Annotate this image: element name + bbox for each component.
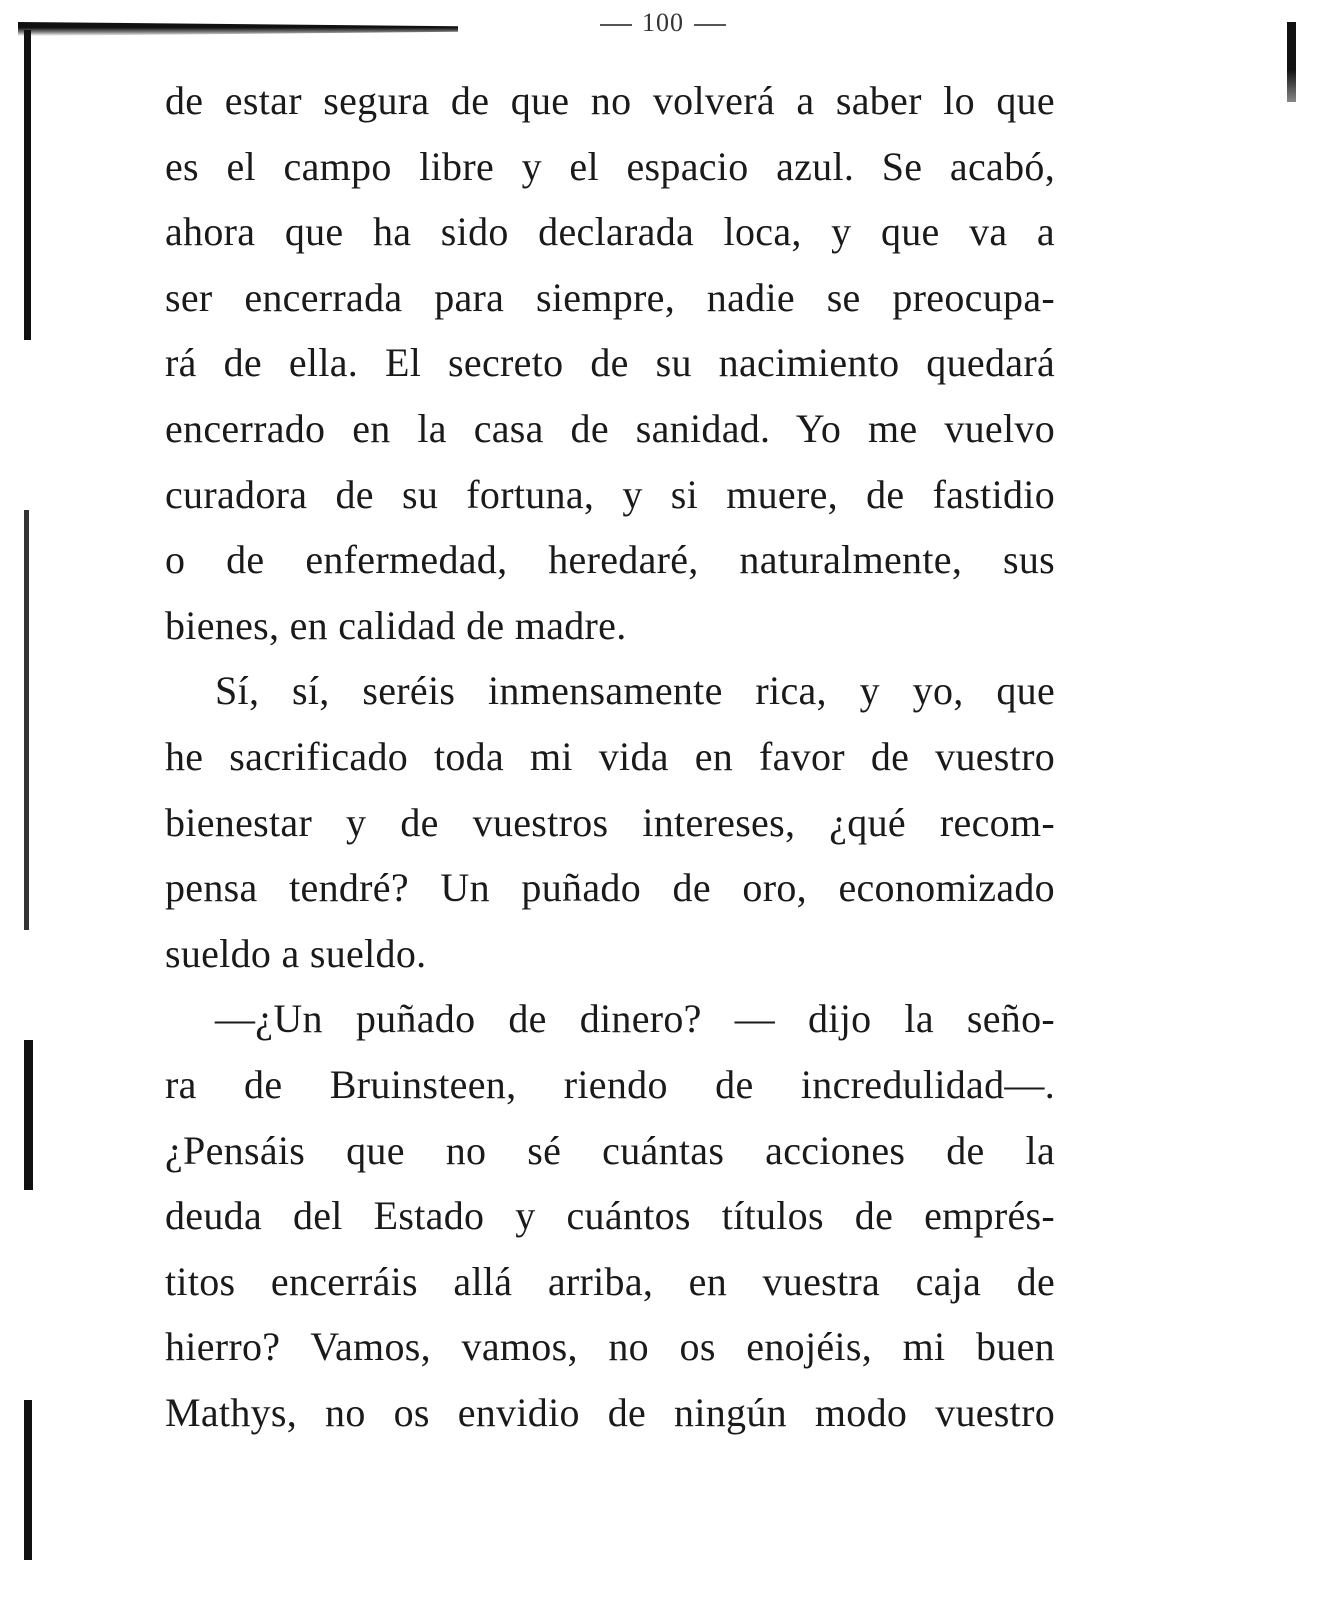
page-number-dash-left — [600, 24, 632, 26]
page-number-dash-right — [694, 24, 726, 26]
text-line: ser encerrada para siempre, nadie se preocupa- — [165, 274, 1055, 320]
text-line: es el campo libre y el espacio azul. Se acabó, — [165, 143, 1055, 189]
text-line: ahora que ha sido declarada loca, y que va a — [165, 209, 1055, 255]
text-line: pensa tendré? Un puñado de oro, economizado — [165, 865, 1055, 911]
text-line: he sacrificado toda mi vida en favor de vuestro — [165, 733, 1055, 779]
text-line: o de enfermedad, heredaré, naturalmente, sus — [165, 537, 1055, 583]
left-edge-shadow — [24, 1040, 33, 1190]
text-line: titos encerráis allá arriba, en vuestra caja de — [165, 1258, 1055, 1304]
page-number-text: 100 — [642, 8, 684, 37]
text-line: encerrado en la casa de sanidad. Yo me vuelvo — [165, 405, 1055, 451]
text-line: de estar segura de que no volverá a saber lo que — [165, 78, 1055, 123]
text-line: ¿Pensáis que no sé cuántas acciones de la — [165, 1127, 1055, 1173]
text-line: ra de Bruinsteen, riendo de incredulidad—. — [165, 1061, 1055, 1107]
text-line: bienestar y de vuestros intereses, ¿qué recom- — [165, 799, 1055, 845]
body-text — [165, 68, 1055, 1445]
text-line: rá de ella. El secreto de su nacimiento quedará — [165, 340, 1055, 386]
text-line: sueldo a sueldo. — [165, 930, 427, 976]
text-line: —¿Un puñado de dinero? — dijo la seño- — [215, 996, 1055, 1042]
left-edge-shadow — [24, 1400, 32, 1560]
text-line: deuda del Estado y cuántos títulos de emprés- — [165, 1193, 1055, 1239]
text-line: bienes, en calidad de madre. — [165, 602, 627, 648]
text-line: hierro? Vamos, vamos, no os enojéis, mi buen — [165, 1324, 1055, 1370]
text-line: curadora de su fortuna, y si muere, de fastidio — [165, 471, 1055, 517]
text-line: Sí, sí, seréis inmensamente rica, y yo, que — [215, 668, 1055, 714]
text-line: Mathys, no os envidio de ningún modo vuestro — [165, 1389, 1055, 1435]
left-edge-shadow — [24, 30, 31, 340]
page-number — [0, 8, 1326, 38]
left-edge-shadow — [24, 510, 29, 930]
